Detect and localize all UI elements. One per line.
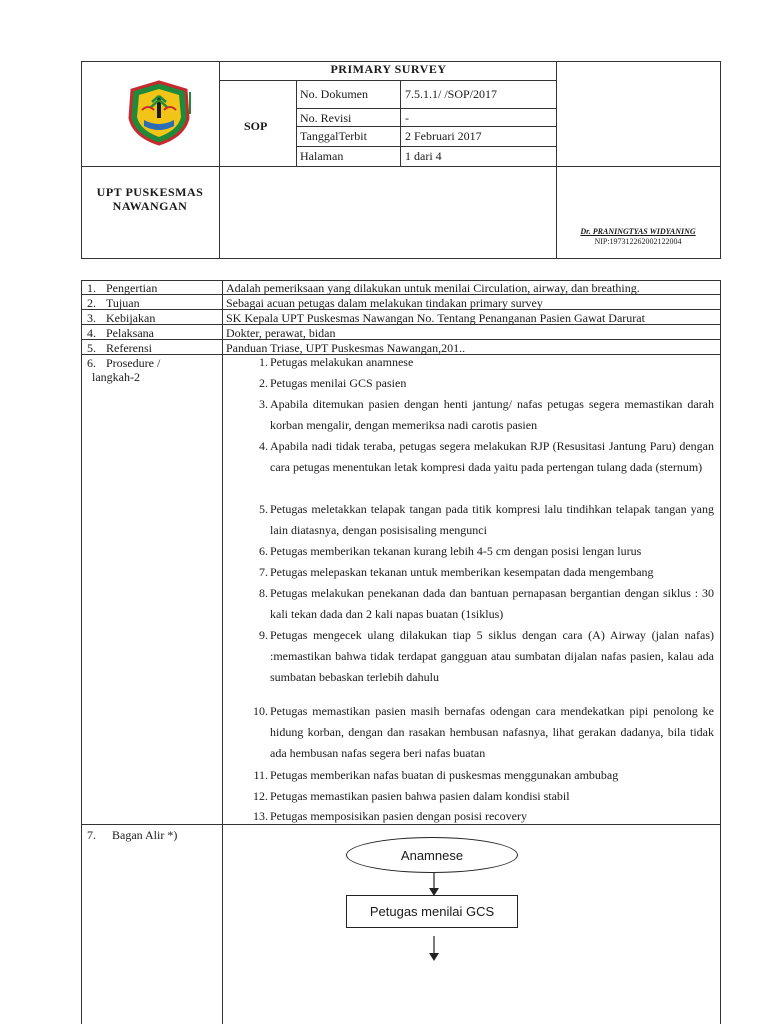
row-num-4: 4. [87,326,96,340]
step-number: 4. [259,439,268,453]
header-border-right [720,61,721,259]
step-number: 13. [253,809,268,823]
row-num-3: 3. [87,311,96,325]
table-border-right [720,280,721,1024]
step-text: Petugas meletakkan telapak tangan pada titik kompresi lalu tindihkan telapak tangan yang lain diatasnya, dengan posisisaling mengunci [270,502,714,537]
meta-value-revision: - [405,111,409,125]
meta-value-doc: 7.5.1.1/ /SOP/2017 [405,87,498,101]
meta-label-page: Halaman [300,149,344,163]
row-label-procedure: Prosedure / [106,356,161,370]
meta-label-date: TanggalTerbit [300,129,367,143]
procedure-step [248,541,714,562]
header-border-bottom [81,258,721,259]
row-value-purpose: Sebagai acuan petugas dalam melakukan tindakan primary survey [226,296,543,310]
row-label-executor: Pelaksana [106,326,154,340]
flowchart-arrow-2 [428,936,440,962]
row-value-executor: Dokter, perawat, bidan [226,326,336,340]
step-number: 8. [259,586,268,600]
meta-row-divider-1 [296,108,556,109]
puskesmas-logo [124,80,194,146]
step-text: Petugas menilai GCS pasien [270,376,407,390]
meta-col-divider-b [400,80,401,167]
meta-row-divider-2 [296,126,556,127]
step-number: 3. [259,397,268,411]
meta-value-date: 2 Februari 2017 [405,129,482,143]
step-number: 9. [259,628,268,642]
procedure-step [248,701,714,764]
procedure-step [248,352,714,373]
header-divider [81,166,721,167]
procedure-step [248,625,714,688]
meta-label-doc: No. Dokumen [300,87,368,101]
step-text: Petugas memberikan nafas buatan di puskesmas menggunakan ambubag [270,768,619,782]
procedure-step [248,394,714,436]
header-border-left [81,61,82,259]
signatory-name: Dr. PRANINGTYAS WIDYANING [580,227,696,236]
title-underline [219,80,556,81]
table-col-divider [222,280,223,1024]
step-number: 5. [259,502,268,516]
procedure-step [248,806,714,827]
step-text: Petugas melakukan penekanan dada dan bantuan pernapasan bergantian dengan siklus : 30 kali tekan dada dan 2 kali napas buatan (1siklus) [270,586,714,621]
step-text: Petugas memastikan pasien masih bernafas odengan cara mendekatkan pipi penolong ke hidung korban, dengan dan rasakan hembusan nafasnya, lihat gerakan dadanya, bila tidak ada hembusan nafas segera beri nafas buatan [270,704,714,760]
row-divider-4 [81,339,721,340]
step-text: Apabila nadi tidak teraba, petugas segera melakukan RJP (Resusitasi Jantung Paru) dengan cara petugas menentukan letak kompresi dada yaitu pada pertengan tulang dada (sternum) [270,439,714,474]
flowchart-arrow-1 [428,873,440,897]
row-value-definition: Adalah pemeriksaan yang dilakukan untuk menilai Circulation, airway, dan breathing. [226,281,640,295]
step-number: 12. [253,789,268,803]
row-num-7: 7. [87,828,96,842]
flowchart-gcs-node: Petugas menilai GCS [346,895,518,928]
procedure-step [248,436,714,478]
step-text: Petugas memastikan pasien bahwa pasien dalam kondisi stabil [270,789,570,803]
procedure-step [248,786,714,807]
flowchart-start-node: Anamnese [346,837,518,873]
row-label-flowchart: Bagan Alir *) [112,828,178,842]
step-number: 10. [253,704,268,718]
row-value-reference: Panduan Triase, UPT Puskesmas Nawangan,201.. [226,341,466,355]
row-num-2: 2. [87,296,96,310]
row-label-purpose: Tujuan [106,296,140,310]
step-number: 1. [259,355,268,369]
row-num-5: 5. [87,341,96,355]
step-text: Petugas memposisikan pasien dengan posisi recovery [270,809,527,823]
step-text: Petugas melakukan anamnese [270,355,414,369]
row-label-definition: Pengertian [106,281,158,295]
meta-row-divider-3 [296,146,556,147]
step-number: 11. [253,768,268,782]
row-num-6: 6. [87,356,96,370]
step-number: 7. [259,565,268,579]
table-border-left [81,280,82,1024]
document-title: PRIMARY SURVEY [330,62,447,76]
sop-label: SOP [244,119,268,133]
step-number: 6. [259,544,268,558]
step-text: Petugas melepaskan tekanan untuk memberikan kesempatan dada mengembang [270,565,654,579]
meta-value-page: 1 dari 4 [405,149,442,163]
step-text: Petugas mengecek ulang dilakukan tiap 5 siklus dengan cara (A) Airway (jalan nafas) :memastikan bahwa tidak terdapat gangguan atau sumbatan dijalan nafas pasien, kalau ada sumbatan bebaskan terlebih dahulu [270,628,714,684]
org-name: UPT PUSKESMAS NAWANGAN [96,185,204,213]
row-label-reference: Referensi [106,341,152,355]
meta-col-divider-a [296,80,297,167]
row-label-procedure-2: langkah-2 [92,370,140,384]
step-number: 2. [259,376,268,390]
procedure-step [248,583,714,625]
procedure-step [248,562,714,583]
row-num-1: 1. [87,281,96,295]
row-value-policy: SK Kepala UPT Puskesmas Nawangan No. Tentang Penanganan Pasien Gawat Darurat [226,311,645,325]
meta-label-revision: No. Revisi [300,111,352,125]
step-text: Petugas memberikan tekanan kurang lebih 4-5 cm dengan posisi lengan lurus [270,544,642,558]
row-label-policy: Kebijakan [106,311,156,325]
signatory-nip: NIP:197312262002122004 [594,237,682,246]
step-text: Apabila ditemukan pasien dengan henti jantung/ nafas petugas segera memastikan darah korban mengalir, dengan memeriksa nadi carotis pasien [270,397,714,432]
procedure-step [248,373,714,394]
header-col1-divider [219,61,220,259]
procedure-step [248,499,714,541]
procedure-step [248,765,714,786]
